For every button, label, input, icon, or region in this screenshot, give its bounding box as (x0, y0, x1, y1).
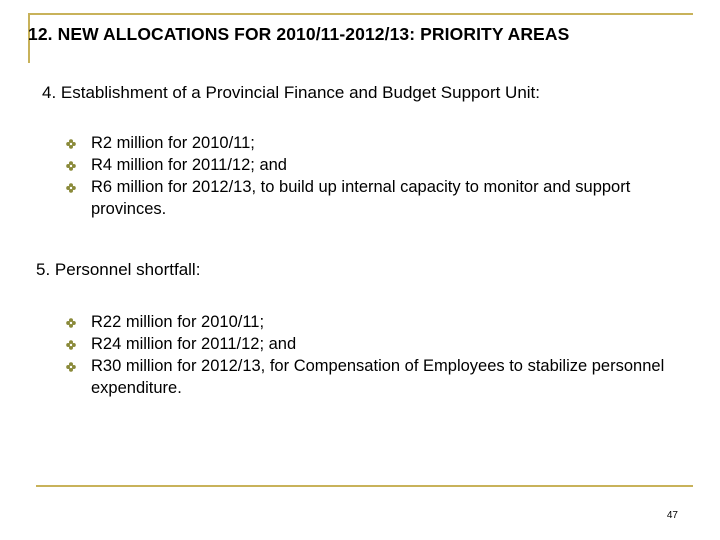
list-item-text: R4 million for 2011/12; and (91, 156, 287, 174)
list-item (66, 154, 696, 176)
diamond-bullet-icon (66, 318, 76, 328)
section-heading-personnel: 5. Personnel shortfall: (36, 260, 201, 279)
list-item (66, 333, 696, 355)
diamond-bullet-icon (66, 183, 76, 193)
list-item (66, 176, 696, 220)
diamond-bullet-icon (66, 139, 76, 149)
list-item (66, 355, 696, 399)
page-number: 47 (666, 510, 678, 521)
list-item-text: R2 million for 2010/11; (91, 134, 255, 152)
list-item (66, 311, 696, 333)
top-rule (28, 13, 693, 15)
diamond-bullet-icon (66, 362, 76, 372)
slide-title: 12. NEW ALLOCATIONS FOR 2010/11-2012/13: PRIORITY AREAS (28, 24, 570, 44)
list-item-text: R6 million for 2012/13, to build up internal capacity to monitor and support provinces. (91, 178, 631, 218)
list-item-text: R22 million for 2010/11; (91, 313, 265, 331)
list-item-text: R30 million for 2012/13, for Compensation of Employees to stabilize personnel expenditure. (91, 357, 665, 397)
diamond-bullet-icon (66, 340, 76, 350)
list-item (66, 132, 696, 154)
bullet-list-unit (66, 132, 696, 220)
bullet-list-personnel (66, 311, 696, 399)
diamond-bullet-icon (66, 161, 76, 171)
list-item-text: R24 million for 2011/12; and (91, 335, 297, 353)
bottom-rule (36, 485, 693, 487)
section-heading-unit: 4. Establishment of a Provincial Finance and Budget Support Unit: (42, 83, 541, 102)
